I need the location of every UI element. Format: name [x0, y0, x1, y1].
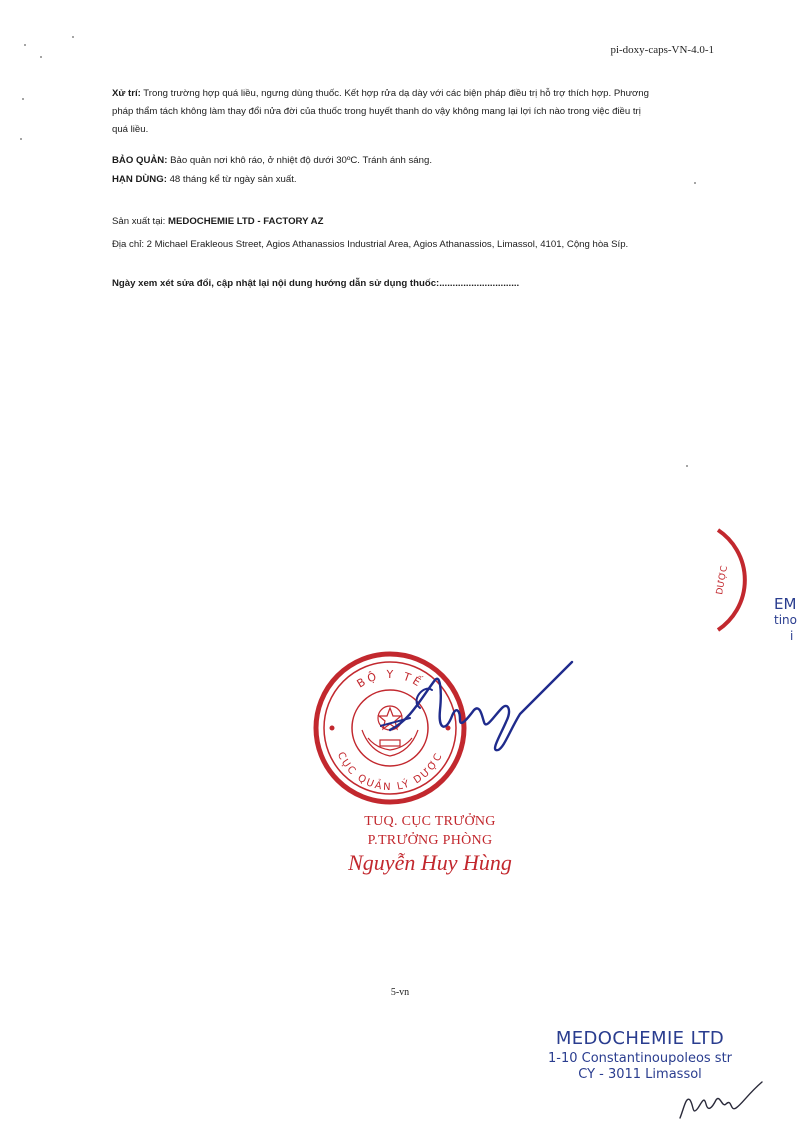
manufacturer-line [112, 213, 722, 231]
overdose-label: Xử trí: [112, 88, 141, 99]
company-stamp-street: 1-10 Constantinoupoleos str [548, 1051, 733, 1066]
scan-speck [20, 138, 22, 140]
company-stamp-city: CY - 3011 Limassol [578, 1067, 702, 1082]
scan-speck [40, 56, 42, 58]
overdose-line-2: pháp thẩm tách không làm thay đổi nửa đời của thuốc trong huyết thanh do vậy không mang lại lợi ích nào trong việc điều trị [112, 106, 641, 117]
storage-label: BẢO QUẢN: [112, 155, 168, 166]
page-number: 5-vn [390, 987, 410, 998]
partial-line-3: i [790, 629, 794, 643]
partial-company-text [774, 596, 797, 644]
seal-top-text: BỘ Y TẾ [354, 667, 426, 691]
company-stamp-name: MEDOCHEMIE LTD [555, 1028, 725, 1049]
partial-line-1: EM [774, 595, 797, 613]
handwritten-initials [676, 1078, 766, 1124]
overdose-paragraph [112, 85, 722, 139]
overdose-line-1: Xử trí: Trong trường hợp quá liều, ngưng dùng thuốc. Kết hợp rửa dạ dày với các biện pháp điều trị hỗ trợ thích hợp. Phương [112, 88, 649, 99]
review-date-line: Ngày xem xét sửa đổi, cập nhật lại nội dung hướng dẫn sử dụng thuốc:.............................. [112, 278, 520, 289]
storage-line [112, 152, 722, 170]
company-stamp [548, 1028, 732, 1082]
signatory-name: Nguyễn Huy Hùng [348, 850, 512, 875]
seal-bottom-text: CỤC QUẢN LÝ DƯỢC [334, 750, 446, 794]
manufacturer-name: MEDOCHEMIE LTD - FACTORY AZ [168, 216, 324, 227]
signatory-title-1: TUQ. CỤC TRƯỞNG [364, 814, 496, 829]
document-id: pi-doxy-caps-VN-4.0-1 [610, 44, 714, 56]
overdose-line-3: quá liều. [112, 124, 149, 135]
partial-line-2: tino [774, 613, 797, 627]
partial-stamp-text: DƯỢC [715, 565, 731, 596]
signatory-title-2: P.TRƯỞNG PHÒNG [367, 833, 493, 848]
shelf-life-text: 48 tháng kể từ ngày sản xuất. [166, 174, 297, 185]
address-line: Địa chỉ: 2 Michael Erakleous Street, Agios Athanassios Industrial Area, Agios Athanassios, Limassol, 4101, Cộng hòa Síp. [112, 239, 629, 250]
scan-speck [72, 36, 74, 38]
storage-text: Bảo quản nơi khô ráo, ở nhiệt độ dưới 30ºC. Tránh ánh sáng. [167, 155, 432, 166]
handwritten-signature [380, 660, 580, 760]
scan-speck [686, 465, 688, 467]
shelf-life-label: HẠN DÙNG: [112, 174, 167, 185]
scan-speck [22, 98, 24, 100]
shelf-life-line [112, 171, 722, 189]
scan-speck [24, 44, 26, 46]
manufacturer-label: Sản xuất tại: [112, 216, 168, 227]
